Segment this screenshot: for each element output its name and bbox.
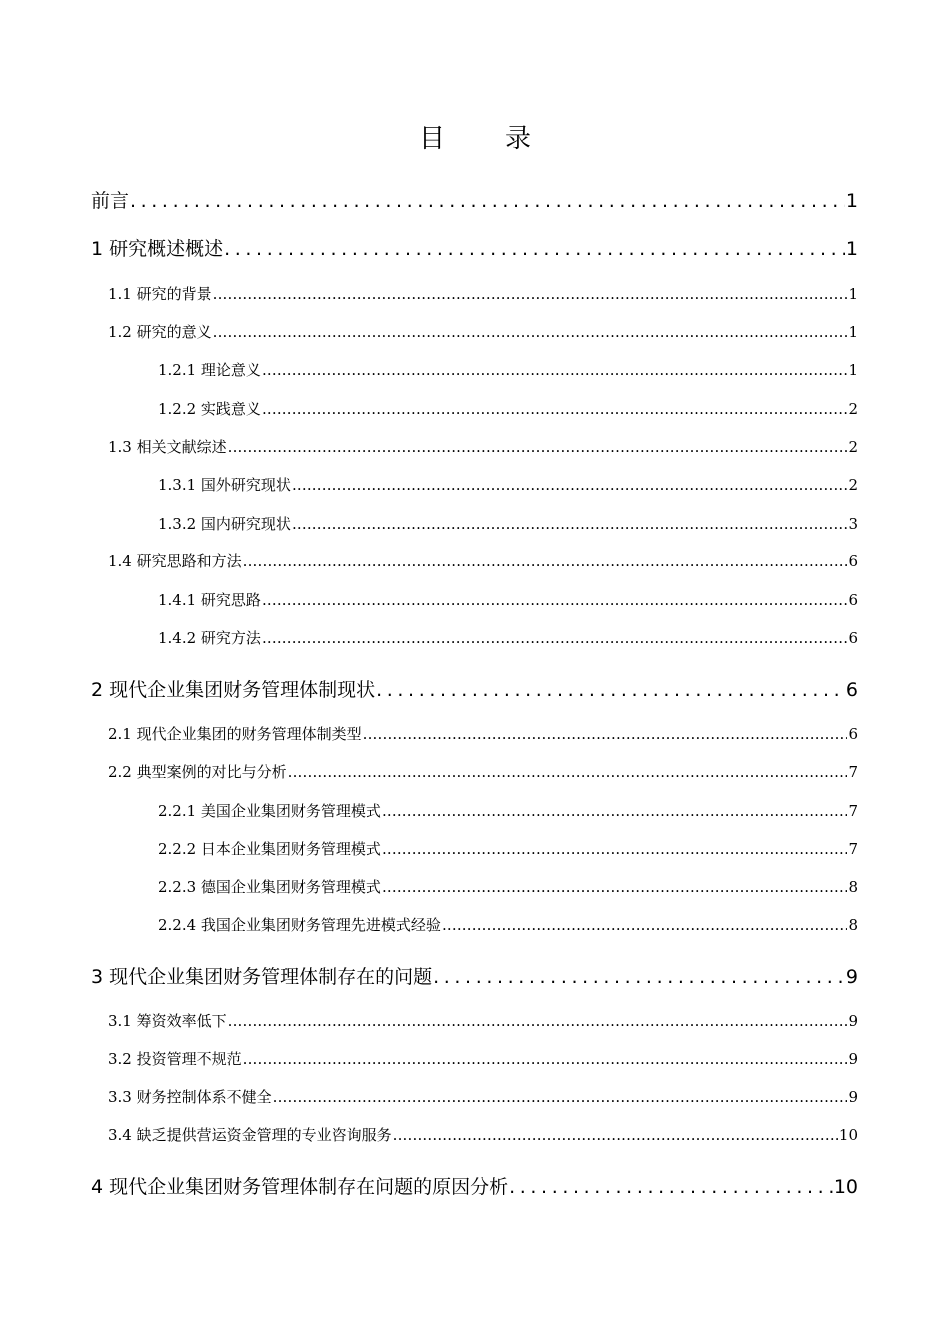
toc-entry-page: 10 — [838, 1126, 858, 1144]
toc-entry-page: 1 — [848, 285, 858, 303]
toc-entry[interactable] — [158, 474, 858, 495]
toc-entry[interactable] — [108, 1124, 858, 1145]
toc-entry[interactable] — [158, 398, 858, 419]
toc-entry-label: 4 现代企业集团财务管理体制存在问题的原因分析 — [91, 1176, 509, 1198]
dot-leader — [213, 285, 848, 303]
dot-leader — [262, 400, 848, 418]
toc-entry-label: 2.2.4 我国企业集团财务管理先进模式经验 — [158, 916, 441, 934]
toc-entry-label: 2 现代企业集团财务管理体制现状 — [91, 679, 376, 701]
toc-entry[interactable] — [108, 283, 858, 304]
toc-entry-page: 2 — [848, 476, 858, 494]
toc-entry[interactable] — [108, 1010, 858, 1031]
toc-entry[interactable] — [158, 838, 858, 859]
dot-leader — [363, 725, 848, 743]
toc-entry[interactable] — [108, 761, 858, 782]
toc-entry-label: 1.3.1 国外研究现状 — [158, 476, 291, 494]
toc-entry-page: 6 — [848, 629, 858, 647]
dot-leader — [382, 840, 848, 858]
toc-entry-label: 1.2.2 实践意义 — [158, 400, 261, 418]
toc-entry-page: 6 — [848, 591, 858, 609]
toc-entry[interactable] — [158, 359, 858, 380]
toc-entry-page: 7 — [848, 840, 858, 858]
toc-entry-page: 9 — [848, 1050, 858, 1068]
toc-entry-page: 1 — [845, 238, 858, 260]
dot-leader — [262, 629, 848, 647]
dot-leader — [382, 802, 848, 820]
dot-leader — [243, 552, 848, 570]
toc-entry[interactable] — [108, 436, 858, 457]
dot-leader — [509, 1176, 833, 1198]
toc-entry[interactable] — [108, 550, 858, 571]
dot-leader — [273, 1088, 848, 1106]
toc-entry[interactable] — [108, 1048, 858, 1069]
toc-entry[interactable] — [158, 589, 858, 610]
toc-entry[interactable] — [158, 876, 858, 897]
toc-entry-page: 6 — [848, 725, 858, 743]
toc-entry[interactable] — [91, 1172, 858, 1199]
toc-entry-page: 10 — [833, 1176, 858, 1198]
dot-leader — [262, 591, 848, 609]
toc-entry-label: 2.2 典型案例的对比与分析 — [108, 763, 287, 781]
toc-entry-page: 8 — [848, 878, 858, 896]
toc-entry-label: 3.4 缺乏提供营运资金管理的专业咨询服务 — [108, 1126, 392, 1144]
dot-leader — [288, 763, 848, 781]
toc-entry-label: 1.4 研究思路和方法 — [108, 552, 242, 570]
toc-entry[interactable] — [108, 321, 858, 342]
toc-entry-label: 1.4.2 研究方法 — [158, 629, 261, 647]
toc-entry-page: 9 — [848, 1012, 858, 1030]
toc-entry-label: 1.2.1 理论意义 — [158, 361, 261, 379]
toc-entry-page: 1 — [848, 323, 858, 341]
toc-entry-page: 2 — [848, 400, 858, 418]
toc-entry[interactable] — [108, 1086, 858, 1107]
toc-entry-label: 3 现代企业集团财务管理体制存在的问题 — [91, 966, 433, 988]
dot-leader — [393, 1126, 838, 1144]
toc-entry-label: 1.3 相关文献综述 — [108, 438, 227, 456]
toc-entry-page: 1 — [848, 361, 858, 379]
toc-entry-label: 2.1 现代企业集团的财务管理体制类型 — [108, 725, 362, 743]
toc-entry-label: 前言 — [91, 190, 130, 212]
toc-entry-page: 8 — [848, 916, 858, 934]
toc-entry-page: 6 — [845, 679, 858, 701]
toc-entry-page: 9 — [845, 966, 858, 988]
toc-entry-label: 3.1 筹资效率低下 — [108, 1012, 227, 1030]
toc-entry-page: 1 — [845, 190, 858, 212]
toc-entry[interactable] — [91, 675, 858, 702]
toc-entry-label: 2.2.3 德国企业集团财务管理模式 — [158, 878, 381, 896]
toc-entry-label: 1.2 研究的意义 — [108, 323, 212, 341]
toc-entry-label: 2.2.2 日本企业集团财务管理模式 — [158, 840, 381, 858]
toc-entry-label: 1.4.1 研究思路 — [158, 591, 261, 609]
dot-leader — [228, 438, 848, 456]
dot-leader — [292, 515, 848, 533]
dot-leader — [213, 323, 848, 341]
toc-entry-label: 3.3 财务控制体系不健全 — [108, 1088, 272, 1106]
dot-leader — [292, 476, 848, 494]
dot-leader — [376, 679, 845, 701]
dot-leader — [262, 361, 848, 379]
toc-entry[interactable] — [108, 723, 858, 744]
toc-entry-label: 2.2.1 美国企业集团财务管理模式 — [158, 802, 381, 820]
toc-entry[interactable] — [91, 962, 858, 989]
toc-entry[interactable] — [158, 513, 858, 534]
toc-entry-page: 7 — [848, 802, 858, 820]
toc-entry[interactable] — [91, 186, 858, 213]
dot-leader — [228, 1012, 848, 1030]
toc-entry-page: 2 — [848, 438, 858, 456]
toc-entry[interactable] — [158, 800, 858, 821]
dot-leader — [382, 878, 848, 896]
dot-leader — [442, 916, 848, 934]
toc-entry-page: 6 — [848, 552, 858, 570]
dot-leader — [433, 966, 845, 988]
toc-entry-label: 1.3.2 国内研究现状 — [158, 515, 291, 533]
toc-entry[interactable] — [91, 234, 858, 261]
toc-entry-label: 1 研究概述概述 — [91, 238, 224, 260]
toc-heading — [0, 118, 950, 155]
dot-leader — [243, 1050, 848, 1068]
dot-leader — [224, 238, 845, 260]
toc-entry[interactable] — [158, 914, 858, 935]
dot-leader — [130, 190, 845, 212]
toc-entry-label: 3.2 投资管理不规范 — [108, 1050, 242, 1068]
toc-entry-page: 9 — [848, 1088, 858, 1106]
toc-heading-right: 录 — [505, 124, 532, 154]
toc-entry-page: 7 — [848, 763, 858, 781]
toc-entry[interactable] — [158, 627, 858, 648]
toc-entry-label: 1.1 研究的背景 — [108, 285, 212, 303]
toc-heading-left: 目 — [418, 124, 445, 154]
toc-entry-page: 3 — [848, 515, 858, 533]
